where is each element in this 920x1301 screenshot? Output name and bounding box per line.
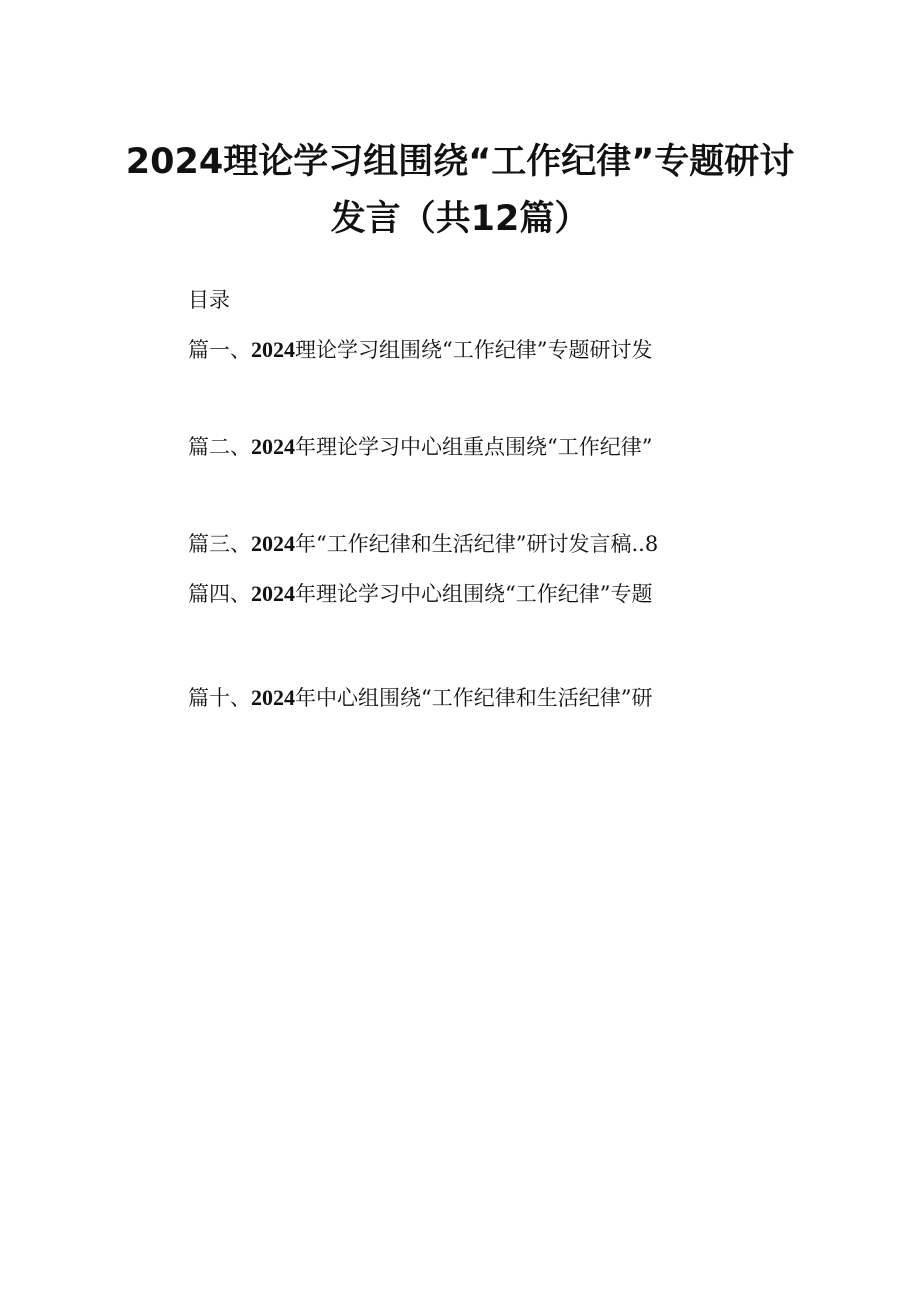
toc-item-year: 2024: [251, 337, 295, 362]
toc-item-text: 年中心组围绕“工作纪律和生活纪律”研: [295, 686, 653, 710]
toc-heading: 目录: [188, 288, 230, 312]
toc-item-3[interactable]: [188, 530, 748, 558]
toc-item-1[interactable]: [188, 336, 748, 364]
toc-item-prefix: 篇三、: [188, 532, 251, 556]
toc-item-text: 理论学习组围绕“工作纪律”专题研讨发: [295, 338, 653, 362]
toc-item-year: 2024: [251, 434, 295, 459]
document-title-line-1: 2024理论学习组围绕“工作纪律”专题研讨: [125, 142, 795, 182]
toc-item-year: 2024: [251, 531, 295, 556]
toc-item-text: 年理论学习中心组重点围绕“工作纪律”: [295, 435, 653, 459]
toc-item-prefix: 篇十、: [188, 686, 251, 710]
document-title-line-2: 发言（共12篇）: [330, 199, 590, 239]
toc-item-prefix: 篇四、: [188, 582, 251, 606]
toc-item-year: 2024: [251, 685, 295, 710]
toc-item-5[interactable]: [188, 684, 748, 712]
toc-item-prefix: 篇二、: [188, 435, 251, 459]
toc-item-text: 年理论学习中心组围绕“工作纪律”专题: [295, 582, 653, 606]
toc-item-prefix: 篇一、: [188, 338, 251, 362]
toc-item-text: 年“工作纪律和生活纪律”研讨发言稿..8: [295, 532, 659, 556]
toc-item-year: 2024: [251, 581, 295, 606]
toc-item-2[interactable]: [188, 433, 748, 461]
toc-item-4[interactable]: [188, 580, 748, 608]
